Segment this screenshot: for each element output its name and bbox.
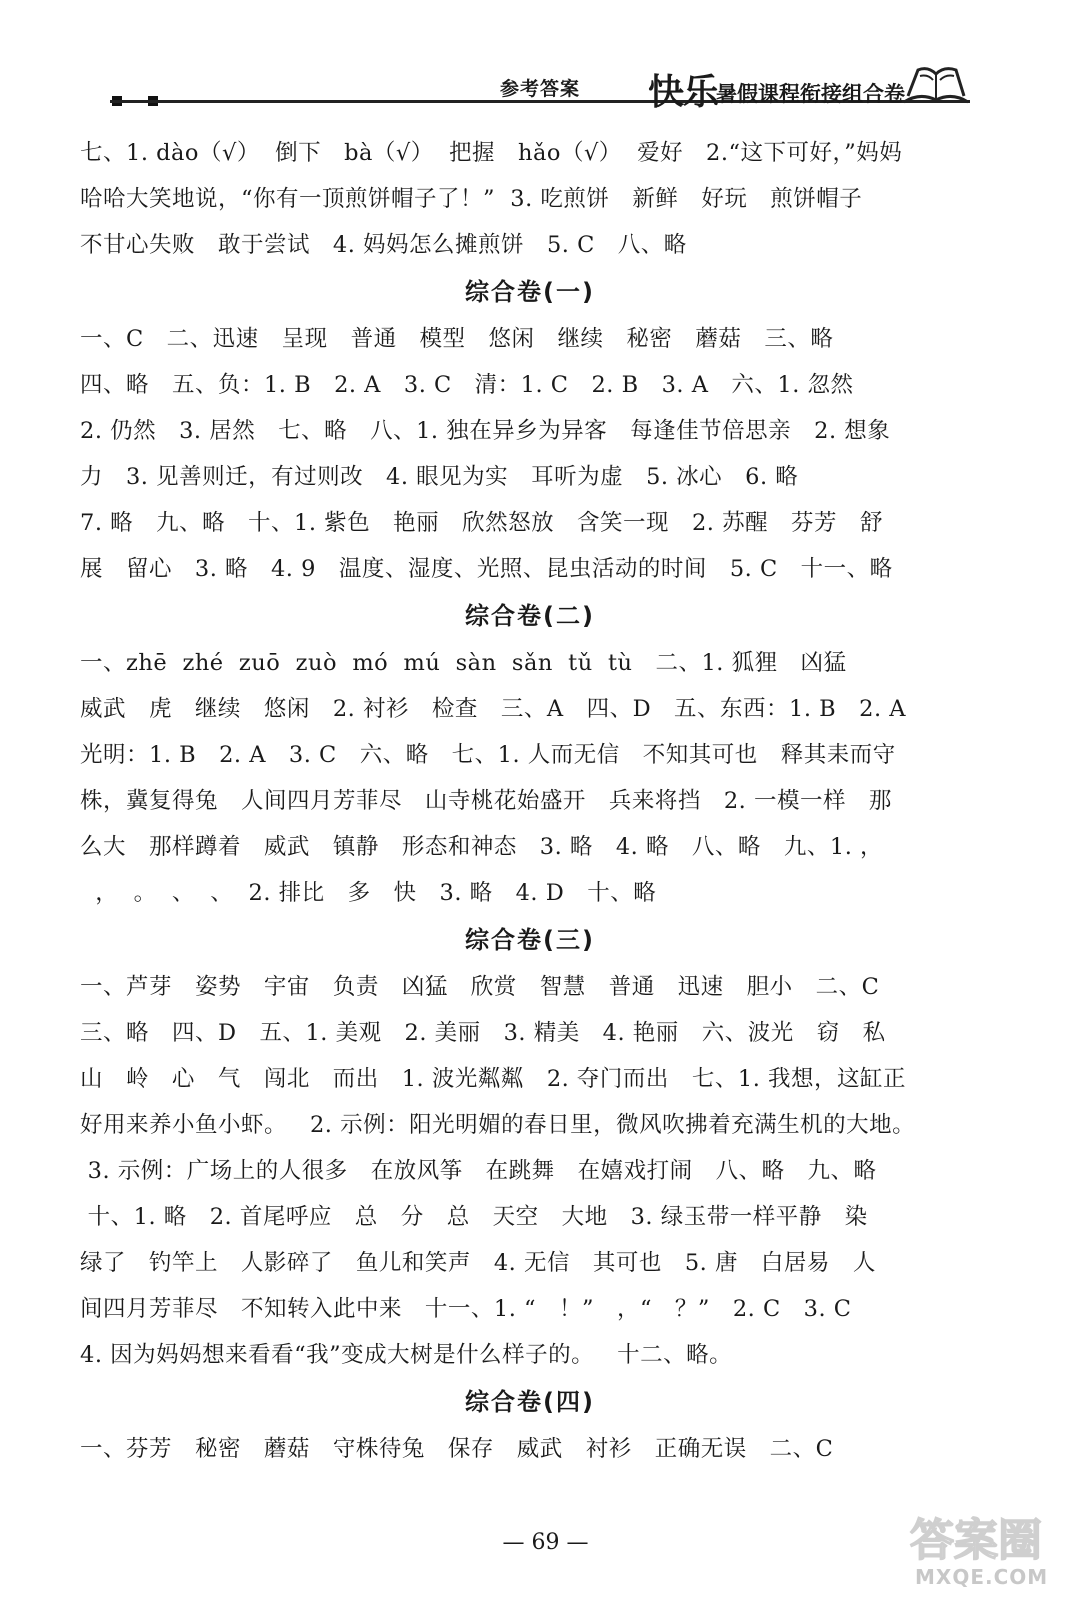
answer-line: 绿了 钓竿上 人影碎了 鱼儿和笑声 4. 无信 其可也 5. 唐 白居易 人 — [80, 1250, 876, 1276]
section — [80, 916, 980, 1378]
section — [80, 268, 980, 592]
section-title: 综合卷(一) — [465, 278, 595, 306]
answer-line: 间四月芳菲尽 不知转入此中来 十一、1. “ ！” ，“ ？” 2. C 3. C — [80, 1296, 852, 1322]
answer-line: 2. 仍然 3. 居然 七、略 八、1. 独在异乡为异客 每逢佳节倍思亲 2. 想象 — [80, 418, 891, 444]
answer-line: 3. 示例：广场上的人很多 在放风筝 在跳舞 在嬉戏打闹 八、略 九、略 — [80, 1158, 877, 1184]
answer-line: 十、1. 略 2. 首尾呼应 总 分 总 天空 大地 3. 绿玉带一样平静 染 — [80, 1204, 868, 1230]
open-book-icon — [900, 62, 972, 112]
answer-line: 好用来养小鱼小虾。 2. 示例：阳光明媚的春日里，微风吹拂着充满生机的大地。 — [80, 1112, 916, 1138]
answer-line: ， 。 、 、 2. 排比 多 快 3. 略 4. D 十、略 — [80, 880, 657, 906]
answer-line: 力 3. 见善则迁，有过则改 4. 眼见为实 耳听为虚 5. 冰心 6. 略 — [80, 464, 799, 490]
answer-line: 株，冀复得兔 人间四月芳菲尽 山寺桃花始盛开 兵来将挡 2. 一模一样 那 — [80, 788, 892, 814]
answer-line: 一、芦芽 姿势 宇宙 负责 凶猛 欣赏 智慧 普通 迅速 胆小 二、C — [80, 974, 880, 1000]
page-header — [0, 0, 1091, 130]
answer-line: 威武 虎 继续 悠闲 2. 衬衫 检查 三、A 四、D 五、东西：1. B 2. A — [80, 696, 907, 722]
section-title: 综合卷(三) — [465, 926, 595, 954]
section-title: 综合卷(二) — [465, 602, 595, 630]
answer-content — [80, 130, 980, 1472]
answer-line: 4. 因为妈妈想来看看“我”变成大树是什么样子的。 十二、略。 — [80, 1342, 733, 1368]
answer-line: 么大 那样蹲着 威武 镇静 形态和神态 3. 略 4. 略 八、略 九、1. ， — [80, 834, 884, 860]
answer-line: 一、芬芳 秘密 蘑菇 守株待兔 保存 威武 衬衫 正确无误 二、C — [80, 1436, 834, 1462]
brand-title: 快乐 — [648, 72, 719, 113]
answer-line: 四、略 五、负：1. B 2. A 3. C 清：1. C 2. B 3. A 六、1. 忽然 — [80, 372, 854, 398]
answer-line: 光明：1. B 2. A 3. C 六、略 七、1. 人而无信 不知其可也 释其耒而守 — [80, 742, 896, 768]
section — [80, 592, 980, 916]
answer-line: 一、zhē zhé zuō zuò mó mú sàn sǎn tǔ tù 二、1. 狐狸 凶猛 — [80, 650, 847, 676]
answer-line: 7. 略 九、略 十、1. 紫色 艳丽 欣然怒放 含笑一现 2. 苏醒 芬芳 舒 — [80, 510, 884, 536]
reference-label: 参考答案 — [500, 78, 581, 100]
answer-line: 哈哈大笑地说，“你有一顶煎饼帽子了！” 3. 吃煎饼 新鲜 好玩 煎饼帽子 — [80, 186, 863, 212]
answer-line: 不甘心失败 敢于尝试 4. 妈妈怎么摊煎饼 5. C 八、略 — [80, 232, 687, 258]
answer-line: 展 留心 3. 略 4. 9 温度、湿度、光照、昆虫活动的时间 5. C 十一、略 — [80, 556, 893, 582]
answer-line: 一、C 二、迅速 呈现 普通 模型 悠闲 继续 秘密 蘑菇 三、略 — [80, 326, 834, 352]
answer-line: 七、1. dào（√） 倒下 bà（√） 把握 hǎo（√） 爱好 2.“这下可好，”妈妈 — [80, 140, 903, 166]
section-title: 综合卷(四) — [465, 1388, 595, 1416]
answer-line: 三、略 四、D 五、1. 美观 2. 美丽 3. 精美 4. 艳丽 六、波光 窃 私 — [80, 1020, 886, 1046]
watermark-glyphs: 答案圈 — [910, 1515, 1042, 1566]
section — [80, 1378, 980, 1472]
sections-block — [80, 268, 980, 1472]
series-title: 暑假课程衔接组合卷 — [716, 82, 905, 106]
page-number: — 69 — — [502, 1530, 589, 1555]
watermark-text: MXQE.COM — [915, 1565, 1049, 1589]
intro-block — [80, 130, 980, 268]
answer-line: 山 岭 心 气 闯北 而出 1. 波光粼粼 2. 夺门而出 七、1. 我想，这缸正 — [80, 1066, 907, 1092]
